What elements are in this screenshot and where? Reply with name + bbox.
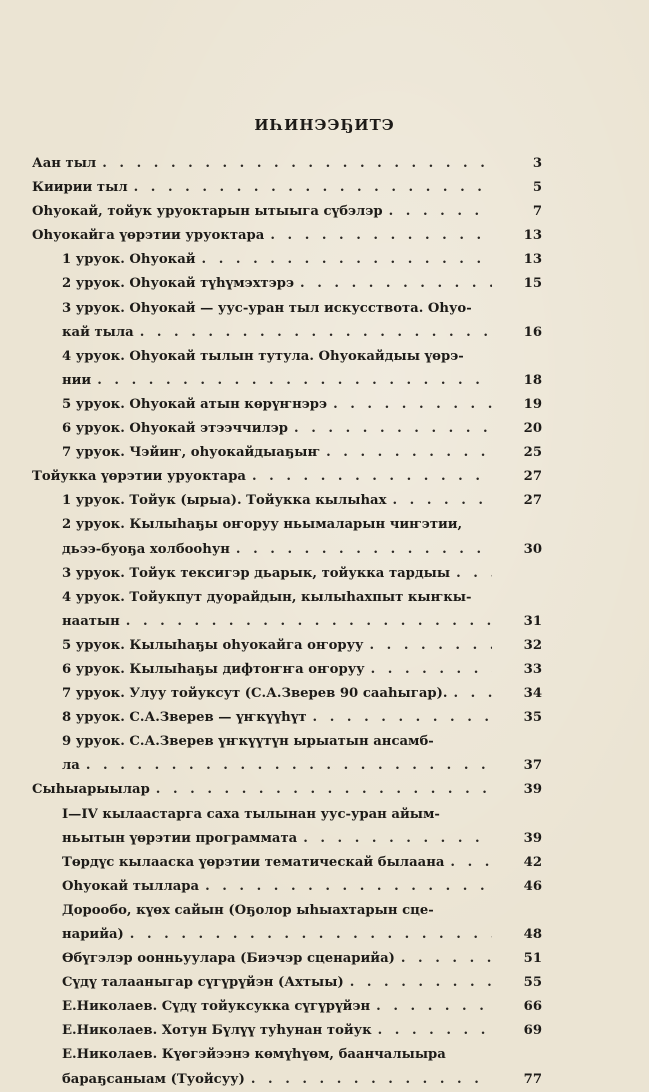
toc-entry-line [62,706,542,730]
toc-entry [32,200,542,224]
toc-entry-title: наатын [62,613,120,629]
toc-entry-line [62,610,542,634]
toc-entry-line [62,586,542,610]
toc-page-number: 20 [523,421,542,437]
toc-page-number: 7 [532,204,542,220]
toc-page-number: 46 [523,878,542,894]
toc-entry-title: Е.Николаев. Хотун Бүлүү туһунан тойук [62,1023,372,1039]
toc-entry-title: Е.Николаев. Сүдү тойуксукка сүгүрүйэн [62,999,371,1015]
toc-page-number: 32 [523,637,542,653]
dot-leader [102,152,492,176]
dot-leader [456,562,492,586]
toc-entry-title: 4 уруок. Тойукпут дуорайдын, кылыһахпыт кыҥкы- [62,589,472,605]
toc-entry-line [62,562,542,586]
toc-entry [32,586,542,634]
toc-entry [32,995,542,1019]
toc-entry-line [62,369,542,393]
toc-entry [32,947,542,971]
toc-entry-line [62,971,542,995]
toc-entry [32,1043,542,1091]
toc-entry-title: Сүдү талааныгар сүгүрүйэн (Ахтыы) [62,975,344,991]
toc-entry-title: 8 уруок. С.А.Зверев — үҥкүүһүт [62,710,307,726]
toc-entry-title: 2 уруок. Оһуокай түһүмэхтэрэ [62,276,295,292]
toc-entry-title: Е.Николаев. Күөгэйээнэ көмүһүөм, баанчалыыра [62,1047,446,1063]
toc-page-number: 69 [523,1023,542,1039]
toc-entry-line [62,248,542,272]
toc-entry-title: ла [62,758,80,774]
toc-entry [32,272,542,296]
toc-entry-title: нарийа) [62,927,124,942]
toc-entry [32,851,542,875]
toc-entry [32,297,542,345]
toc-page-number: 33 [523,661,542,677]
toc-entry [32,803,542,851]
toc-page-number: 5 [532,180,542,196]
dot-leader [252,465,492,489]
toc-entry-title: Тойукка үөрэтии уруоктара [32,469,246,485]
toc-entry [32,513,542,561]
toc-entry-title: Оһуокай тыллара [62,878,200,894]
toc-entry [32,345,542,393]
toc-entry [32,682,542,706]
toc-entry-line [62,297,542,321]
dot-leader [313,706,492,730]
dot-leader [392,489,492,513]
toc-entry-line [62,321,542,345]
toc-entry-title: Төрдүс кылааска үөрэтии тематическай былаана [62,854,445,870]
dot-leader [130,923,492,947]
dot-leader [140,321,492,345]
toc-entry-line [32,152,542,176]
toc-page-number: 13 [523,228,542,244]
toc-page-number: 19 [523,396,542,412]
toc-entry [32,706,542,730]
toc-entry [32,176,542,200]
dot-leader [251,1068,492,1092]
toc-page-number: 42 [523,854,542,870]
dot-leader [378,1019,492,1043]
toc-entry [32,730,542,778]
toc-entry-title: 9 уруок. С.А.Зверев үҥкүүтүн ырыатын ансамб- [62,734,434,750]
toc-entry-line [32,778,542,802]
dot-leader [205,875,492,899]
dot-leader [389,200,492,224]
toc-entry-title: 6 уруок. Оһуокай этээччилэр [62,421,289,437]
dot-leader [294,417,492,441]
toc-entry-title: I—IV кылаастарга саха тылынан уус-уран айым- [62,806,440,822]
toc-entry-line [62,417,542,441]
toc-page-number: 16 [523,324,542,340]
toc-entry-title: Аан тыл [32,156,97,171]
toc-entry-title: 2 уруок. Кылыһаҕы оҥоруу ньымаларын чиҥэтии, [62,517,463,533]
toc-entry-line [62,851,542,875]
toc-entry [32,875,542,899]
toc-entry-line [62,923,542,947]
toc-page-number: 3 [532,156,542,171]
toc-entry-line [62,875,542,899]
toc-page-number: 30 [523,541,542,557]
toc-page-number: 13 [523,252,542,268]
toc-entry-line [62,730,542,754]
toc-entry [32,658,542,682]
toc-entry-title: 5 уруок. Оһуокай атын көрүҥнэрэ [62,396,328,412]
toc-entry-line [62,995,542,1019]
dot-leader [453,682,492,706]
toc-entry-line [62,345,542,369]
dot-leader [97,369,492,393]
toc-page-number: 34 [523,686,542,702]
toc-entry-title: 7 уруок. Чэйиҥ, оһуокайдыаҕыҥ [62,445,321,461]
toc-entry [32,971,542,995]
dot-leader [450,851,492,875]
toc-entry-line [62,634,542,658]
toc-entry-line [62,899,542,923]
toc-entry [32,441,542,465]
toc-entry [32,224,542,248]
toc-entry-line [62,441,542,465]
toc-entry-title: кай тыла [62,324,134,340]
toc-page-number: 25 [523,445,542,461]
toc-entry-line [32,200,542,224]
toc-page-number: 18 [523,372,542,388]
toc-entry-title: нии [62,372,92,388]
toc-entry-line [62,1068,542,1092]
dot-leader [236,538,492,562]
toc-entry-title: дьээ-буоҕа холбооһун [62,541,230,557]
toc-entry [32,393,542,417]
toc-entry-line [62,272,542,296]
toc-entry [32,465,542,489]
toc-entry [32,778,542,802]
toc-entry-line [32,465,542,489]
toc-entry-line [62,754,542,778]
toc-entry-line [62,393,542,417]
toc-page-number: 15 [523,276,542,292]
toc-entry [32,1019,542,1043]
table-of-contents [32,152,542,1092]
dot-leader [371,658,492,682]
toc-entry [32,489,542,513]
toc-entry-line [62,513,542,537]
toc-page-number: 39 [523,830,542,846]
dot-leader [270,224,492,248]
dot-leader [86,754,492,778]
toc-entry-line [62,803,542,827]
toc-entry-title: 3 уруок. Тойук тексигэр дьарык, тойукка тардыы [62,565,451,581]
toc-entry-line [62,947,542,971]
toc-entry-title: 4 уруок. Оһуокай тылын тутула. Оһуокайдыы үөрэ- [62,348,464,364]
toc-page-number: 55 [523,975,542,991]
toc-entry-title: Өбүгэлэр оонньуулара (Биэчэр сценарийа) [62,951,395,967]
toc-entry-title: 7 уруок. Улуу тойуксут (С.А.Зверев 90 сааһыгар). [62,686,448,702]
dot-leader [156,778,492,802]
dot-leader [202,248,492,272]
toc-entry-line [32,224,542,248]
toc-entry-title: Оһуокайга үөрэтии уруоктара [32,228,265,244]
toc-entry [32,417,542,441]
dot-leader [300,272,492,296]
toc-entry-title: 6 уруок. Кылыһаҕы дифтоҥҥа оҥоруу [62,661,365,677]
dot-leader [303,827,492,851]
dot-leader [401,947,492,971]
toc-entry-line [62,489,542,513]
toc-page-number: 27 [523,469,542,485]
toc-entry-title: 5 уруок. Кылыһаҕы оһуокайга оҥоруу [62,637,364,653]
toc-entry-title: 1 уруок. Тойук (ырыа). Тойукка кылыһах [62,493,387,509]
toc-entry-title: 1 уруок. Оһуокай [62,252,196,268]
toc-page-number: 77 [523,1071,542,1087]
toc-page-number: 39 [523,782,542,798]
dot-leader [350,971,492,995]
toc-page-number: 31 [523,613,542,629]
toc-entry-title: Оһуокай, тойук уруоктарын ытыыга сүбэлэр [32,204,383,220]
toc-entry-title: Киирии тыл [32,180,128,196]
toc-page-number: 27 [523,493,542,509]
toc-entry [32,248,542,272]
toc-entry-title: 3 уруок. Оһуокай — уус-уран тыл искусствота. Оһуо- [62,300,472,316]
toc-entry [32,634,542,658]
dot-leader [333,393,492,417]
dot-leader [326,441,492,465]
toc-entry-line [62,827,542,851]
toc-entry-title: Сыһыарыылар [32,782,150,798]
dot-leader [370,634,493,658]
dot-leader [134,176,492,200]
toc-page-number: 66 [523,999,542,1015]
toc-entry-title: ньытын үөрэтии программата [62,830,298,846]
toc-entry [32,562,542,586]
toc-page-number: 35 [523,710,542,726]
toc-entry-line [62,1019,542,1043]
toc-entry-line [62,1043,542,1067]
toc-entry-line [62,658,542,682]
toc-entry [32,899,542,947]
dot-leader [126,610,492,634]
toc-page-number: 51 [523,951,542,967]
toc-entry-line [32,176,542,200]
toc-page-number: 48 [523,927,542,942]
toc-entry-title: Дорообо, күөх сайын (Оҕолор ыһыахтарын сце- [62,902,434,918]
toc-entry [32,152,542,176]
dot-leader [376,995,492,1019]
toc-page-number: 37 [523,758,542,774]
page-title: ИҺИНЭЭҔИТЭ [254,116,395,134]
toc-entry-line [62,682,542,706]
toc-entry-line [62,538,542,562]
toc-entry-title: бараҕсаныам (Туойсуу) [62,1071,245,1087]
